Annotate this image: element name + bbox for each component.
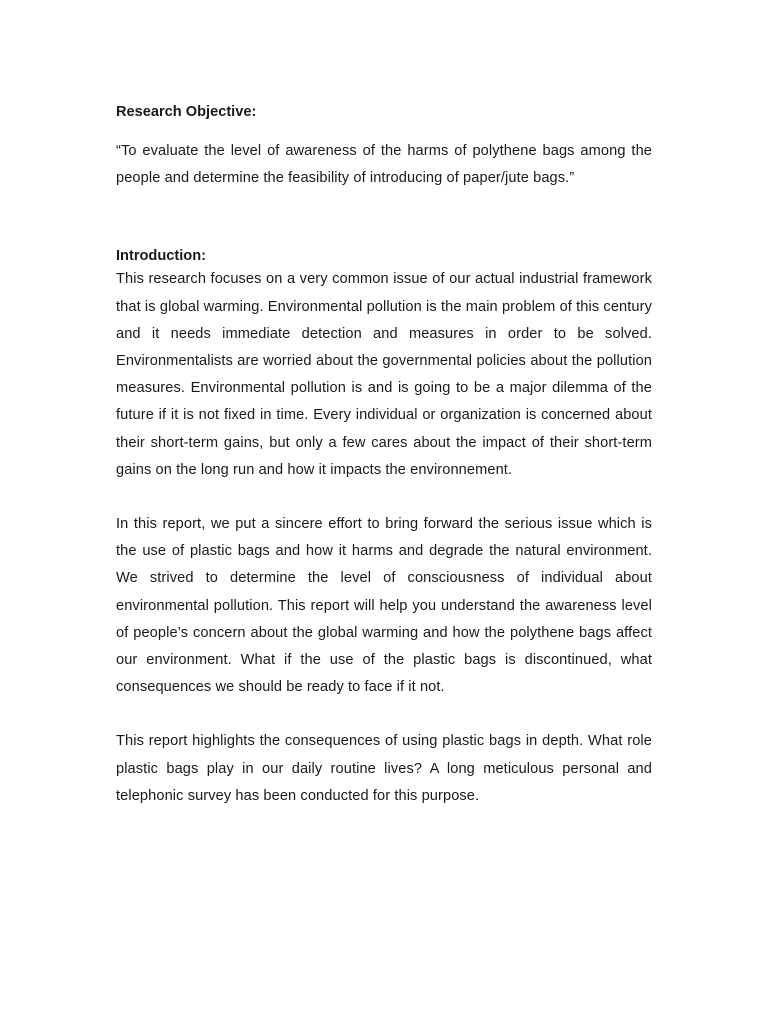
- introduction-paragraph-2: In this report, we put a sincere effort to bring forward the serious issue which is the use of plastic bags and how it harms and degrade the natural environment. We strived to determine the level of consciousness of individual about environmental pollution. This report will help you understand the awareness level of people’s concern about the global warming and how the polythene bags affect our environment. What if the use of the plastic bags is discontinued, what consequences we should be ready to face if it not.: [116, 516, 652, 696]
- research-objective-heading: Research Objective:: [116, 104, 257, 120]
- introduction-paragraph-3: This report highlights the consequences of using plastic bags in depth. What role plastic bags play in our daily routine lives? A long meticulous personal and telephonic survey has been conducted for this purpose.: [116, 733, 652, 804]
- research-objective-text: “To evaluate the level of awareness of the harms of polythene bags among the people and determine the feasibility of introducing of paper/jute bags.”: [116, 143, 652, 187]
- introduction-paragraph-1: This research focuses on a very common issue of our actual industrial framework that is global warming. Environmental pollution is the main problem of this century and it needs immediate detection and measures in order to be solved. Environmentalists are worried about the governmental policies about the pollution measures. Environmental pollution is and is going to be a major dilemma of the future if it is not fixed in time. Every individual or organization is concerned about their short-term gains, but only a few cares about the impact of their short-term gains on the long run and how it impacts the environnement.: [116, 271, 652, 478]
- document-page: [116, 102, 652, 810]
- introduction-heading: Introduction:: [116, 248, 206, 265]
